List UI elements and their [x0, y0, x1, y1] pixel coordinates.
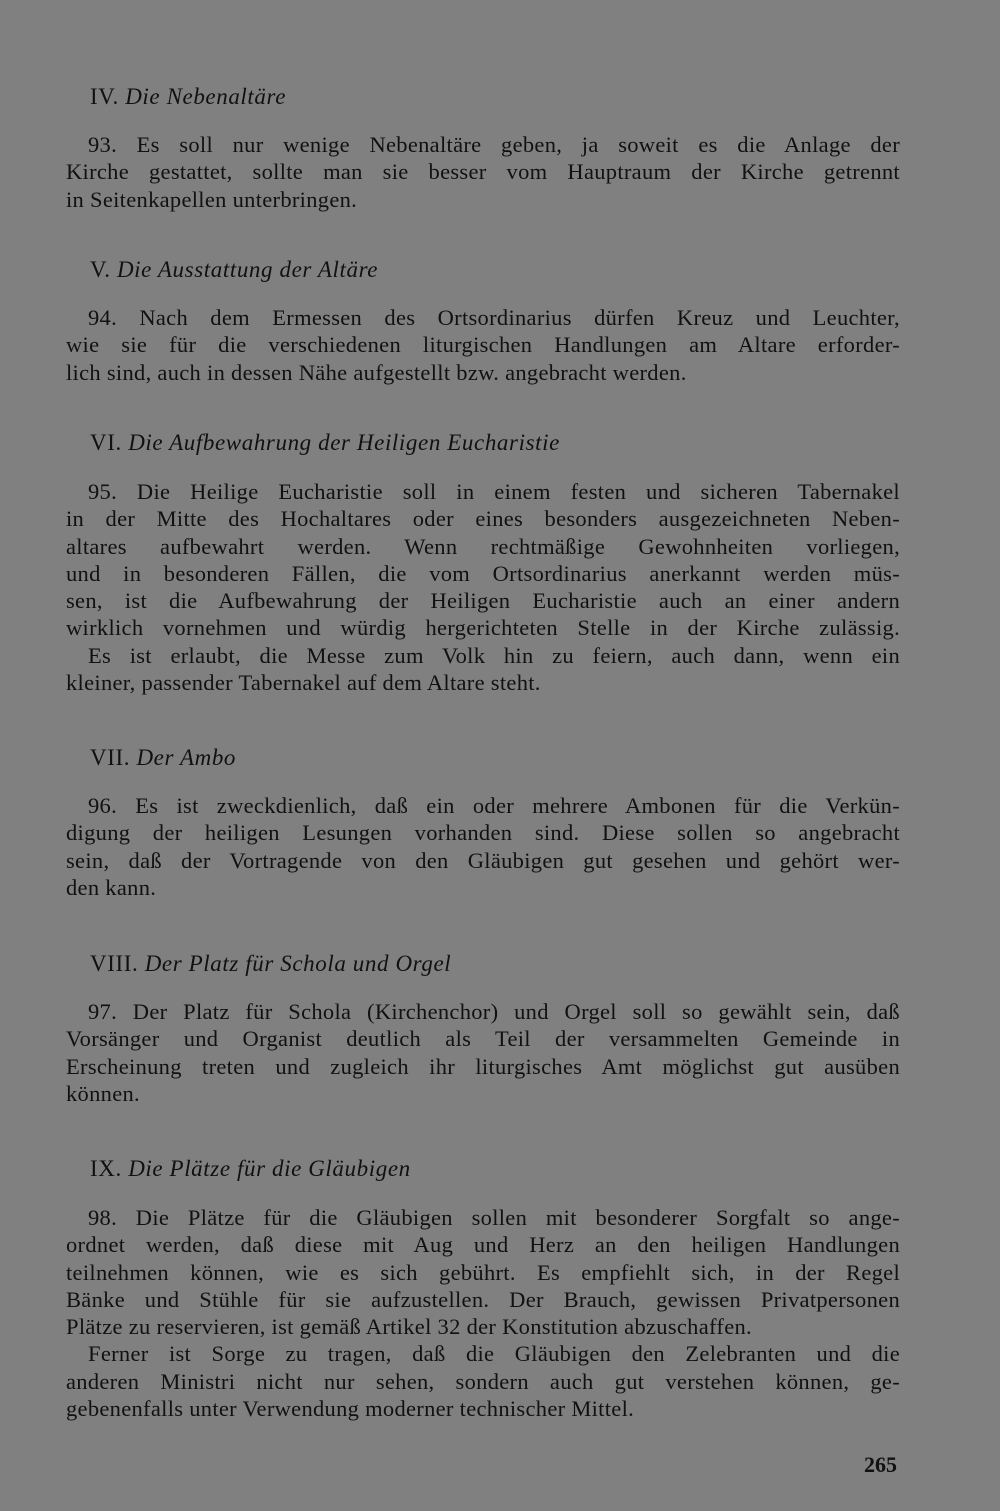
- section-heading-ix: [90, 1156, 411, 1182]
- section-heading-viii: [90, 951, 451, 977]
- text-line: Plätze zu reservieren, ist gemäß Artikel 32 der Konstitution abzuschaffen.: [66, 1314, 752, 1340]
- text-line: gebenenfalls unter Verwendung moderner technischer Mittel.: [66, 1396, 635, 1422]
- heading-number: IV.: [90, 84, 119, 109]
- text-line: 94. Nach dem Ermessen des Ortsordinarius dürfen Kreuz und Leuchter,: [88, 305, 900, 330]
- text-line: Es ist erlaubt, die Messe zum Volk hin zu feiern, auch dann, wenn ein: [88, 642, 900, 668]
- text-line: anderen Ministri nicht nur sehen, sondern auch gut verstehen können, ge-: [66, 1368, 900, 1394]
- text-line: 96. Es ist zweckdienlich, daß ein oder mehrere Ambonen für die Verkün-: [88, 793, 900, 818]
- text-line: Kirche gestattet, sollte man sie besser vom Hauptraum der Kirche getrennt: [66, 159, 900, 185]
- heading-title: Die Nebenaltäre: [125, 84, 287, 109]
- heading-number: VIII.: [90, 951, 139, 976]
- section-heading-v: [90, 257, 378, 283]
- heading-title: Der Ambo: [136, 745, 237, 770]
- heading-title: Die Aufbewahrung der Heiligen Eucharistie: [128, 430, 560, 455]
- text-line: in Seitenkapellen unterbringen.: [66, 186, 358, 212]
- text-line: 93. Es soll nur wenige Nebenaltäre geben, ja soweit es die Anlage der: [88, 132, 900, 157]
- heading-number: VI.: [90, 430, 122, 455]
- text-line: 97. Der Platz für Schola (Kirchenchor) und Orgel soll so gewählt sein, daß: [88, 999, 900, 1024]
- text-line: den kann.: [66, 874, 157, 900]
- heading-number: V.: [90, 257, 111, 282]
- heading-title: Die Ausstattung der Altäre: [116, 257, 379, 282]
- text-line: in der Mitte des Hochaltares oder eines besonders ausgezeichneten Neben-: [66, 506, 900, 532]
- text-line: wie sie für die verschiedenen liturgischen Handlungen am Altare erforder-: [66, 332, 900, 358]
- paragraph-94: [66, 304, 900, 386]
- paragraph-93: [66, 131, 900, 213]
- text-line: kleiner, passender Tabernakel auf dem Altare steht.: [66, 670, 541, 696]
- text-line: sen, ist die Aufbewahrung der Heiligen Eucharistie auch an einer andern: [66, 588, 900, 614]
- text-line: digung der heiligen Lesungen vorhanden sind. Diese sollen so angebracht: [66, 820, 900, 846]
- text-line: 95. Die Heilige Eucharistie soll in einem festen und sicheren Tabernakel: [88, 479, 900, 504]
- paragraph-95: [66, 478, 900, 696]
- text-line: können.: [66, 1080, 140, 1106]
- paragraph-98: [66, 1204, 900, 1422]
- section-heading-vi: [90, 430, 560, 456]
- text-line: wirklich vornehmen und würdig hergerichteten Stelle in der Kirche zulässig.: [66, 615, 900, 641]
- heading-number: IX.: [90, 1156, 122, 1181]
- text-line: Bänke und Stühle für sie aufzustellen. Der Brauch, gewissen Privatpersonen: [66, 1286, 900, 1312]
- text-line: sein, daß der Vortragende von den Gläubigen gut gesehen und gehört wer-: [66, 847, 900, 873]
- text-line: 98. Die Plätze für die Gläubigen sollen mit besonderer Sorgfalt so ange-: [88, 1205, 900, 1230]
- text-line: Vorsänger und Organist deutlich als Teil der versammelten Gemeinde in: [66, 1026, 900, 1052]
- text-line: teilnehmen können, wie es sich gebührt. Es empfiehlt sich, in der Regel: [66, 1259, 900, 1285]
- text-line: Ferner ist Sorge zu tragen, daß die Gläubigen den Zelebranten und die: [88, 1341, 900, 1367]
- page-number: 265: [864, 1452, 897, 1477]
- text-line: Erscheinung treten und zugleich ihr liturgisches Amt möglichst gut ausüben: [66, 1053, 900, 1079]
- heading-title: Die Plätze für die Gläubigen: [128, 1156, 411, 1181]
- paragraph-96: [66, 792, 900, 901]
- text-line: lich sind, auch in dessen Nähe aufgestellt bzw. angebracht werden.: [66, 359, 687, 385]
- section-heading-iv: [90, 84, 286, 110]
- text-line: ordnet werden, daß diese mit Aug und Herz an den heiligen Handlungen: [66, 1232, 900, 1258]
- section-heading-vii: [90, 745, 236, 771]
- text-line: altares aufbewahrt werden. Wenn rechtmäßige Gewohnheiten vorliegen,: [66, 533, 900, 559]
- text-line: und in besonderen Fällen, die vom Ortsordinarius anerkannt werden müs-: [66, 560, 900, 586]
- heading-title: Der Platz für Schola und Orgel: [144, 951, 452, 976]
- paragraph-97: [66, 998, 900, 1107]
- heading-number: VII.: [90, 745, 131, 770]
